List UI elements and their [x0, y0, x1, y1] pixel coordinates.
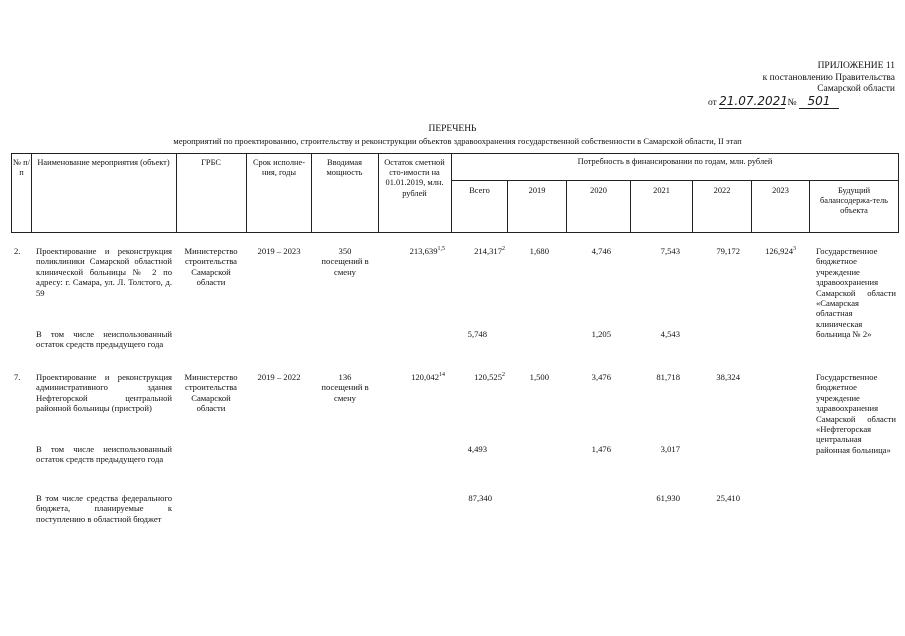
row-number: 2.	[14, 246, 21, 256]
row-total: 214,317$^2$	[474, 246, 505, 256]
col-header-holder: Будущий балансодержа-тель объекта	[820, 186, 888, 216]
col-header-2022: 2022	[713, 186, 731, 195]
row-remainder: 120,042$^{14}$	[411, 372, 445, 382]
subrow-name: В том числе неиспользованный остаток средств предыдущего года	[36, 329, 172, 350]
row-number: 7.	[14, 372, 21, 382]
number-prefix: №	[787, 98, 797, 108]
row-capacity: 136 посещений в смену	[321, 372, 369, 403]
row-2020: 3,476	[591, 372, 611, 382]
row-remainder: 213,639$^{1,5}$	[409, 246, 445, 256]
row-2023: 126,924$^3$	[765, 246, 796, 256]
subrow-2022: 25,410	[716, 493, 740, 503]
document-subtitle: мероприятий по проектированию, строительству и реконструкции объектов здравоохранения государственной собственности в Самарской области, II этап	[173, 136, 742, 146]
row-grbs: Министерство строительства Самарской области	[184, 372, 238, 414]
subrow-2020: 1,205	[591, 329, 611, 339]
row-name: Проектирование и реконструкция поликлиники Самарской областной клинической больницы № 2 по адресу: г. Самара, ул. Л. Толстого, д. 59	[36, 246, 172, 298]
subrow-total: 4,493	[467, 444, 487, 454]
subrow-2021: 4,543	[660, 329, 680, 339]
subrow-total: 5,748	[467, 329, 487, 339]
subrow-2021: 3,017	[660, 444, 680, 454]
subrow-name: В том числе средства федерального бюджета, планируемые к поступлению в областной бюджет	[36, 493, 172, 524]
appendix-label: ПРИЛОЖЕНИЕ 11	[817, 61, 895, 71]
row-2019: 1,680	[529, 246, 549, 256]
row-holder: Государственное бюджетное учреждение здравоохранения Самарской области «Нефтегорская центральная районная больница»	[816, 372, 896, 455]
appendix-line-1: к постановлению Правительства	[762, 73, 895, 83]
row-grbs: Министерство строительства Самарской области	[184, 246, 238, 288]
subrow-total: 87,340	[468, 493, 492, 503]
col-header-financing: Потребность в финансировании по годам, млн. рублей	[577, 157, 773, 166]
col-header-capacity: Вводимая мощность	[326, 158, 363, 178]
document-title: ПЕРЕЧЕНЬ	[428, 124, 477, 134]
col-header-2021: 2021	[653, 186, 670, 195]
row-2022: 38,324	[716, 372, 740, 382]
subrow-name: В том числе неиспользованный остаток средств предыдущего года	[36, 444, 172, 465]
row-total: 120,525$^2$	[474, 372, 505, 382]
row-capacity: 350 посещений в смену	[321, 246, 369, 277]
col-header-total: Всего	[469, 186, 490, 195]
decree-date-line	[708, 96, 853, 110]
col-header-2020: 2020	[590, 186, 607, 195]
row-name: Проектирование и реконструкция административного здания Нефтегорской центральной районной больницы (пристрой)	[36, 372, 172, 414]
row-2021: 7,543	[660, 246, 680, 256]
col-header-remainder: Остаток сметной сто-имости на 01.01.2019, млн. рублей	[384, 158, 445, 198]
appendix-line-2: Самарской области	[817, 84, 895, 94]
col-header-grbs: ГРБС	[201, 158, 221, 167]
row-2019: 1,500	[529, 372, 549, 382]
row-holder: Государственное бюджетное учреждение здравоохранения Самарской области «Самарская областная клиническая больница № 2»	[816, 246, 896, 340]
col-header-2019: 2019	[528, 186, 546, 195]
col-header-num: № п/п	[13, 158, 30, 178]
row-2022: 79,172	[716, 246, 740, 256]
row-2020: 4,746	[591, 246, 611, 256]
decree-date: 21.07.2021	[719, 94, 788, 108]
date-prefix: от	[708, 98, 717, 108]
subrow-2020: 1,476	[591, 444, 611, 454]
col-header-term: Срок исполне-ния, годы	[252, 158, 306, 178]
row-2021: 81,718	[656, 372, 680, 382]
decree-number: 501	[799, 96, 839, 109]
col-header-name: Наименование мероприятия (объект)	[37, 158, 170, 167]
row-term: 2019 – 2023	[257, 246, 301, 256]
subrow-2021: 61,930	[656, 493, 680, 503]
row-term: 2019 – 2022	[257, 372, 301, 382]
col-header-2023: 2023	[772, 186, 789, 195]
